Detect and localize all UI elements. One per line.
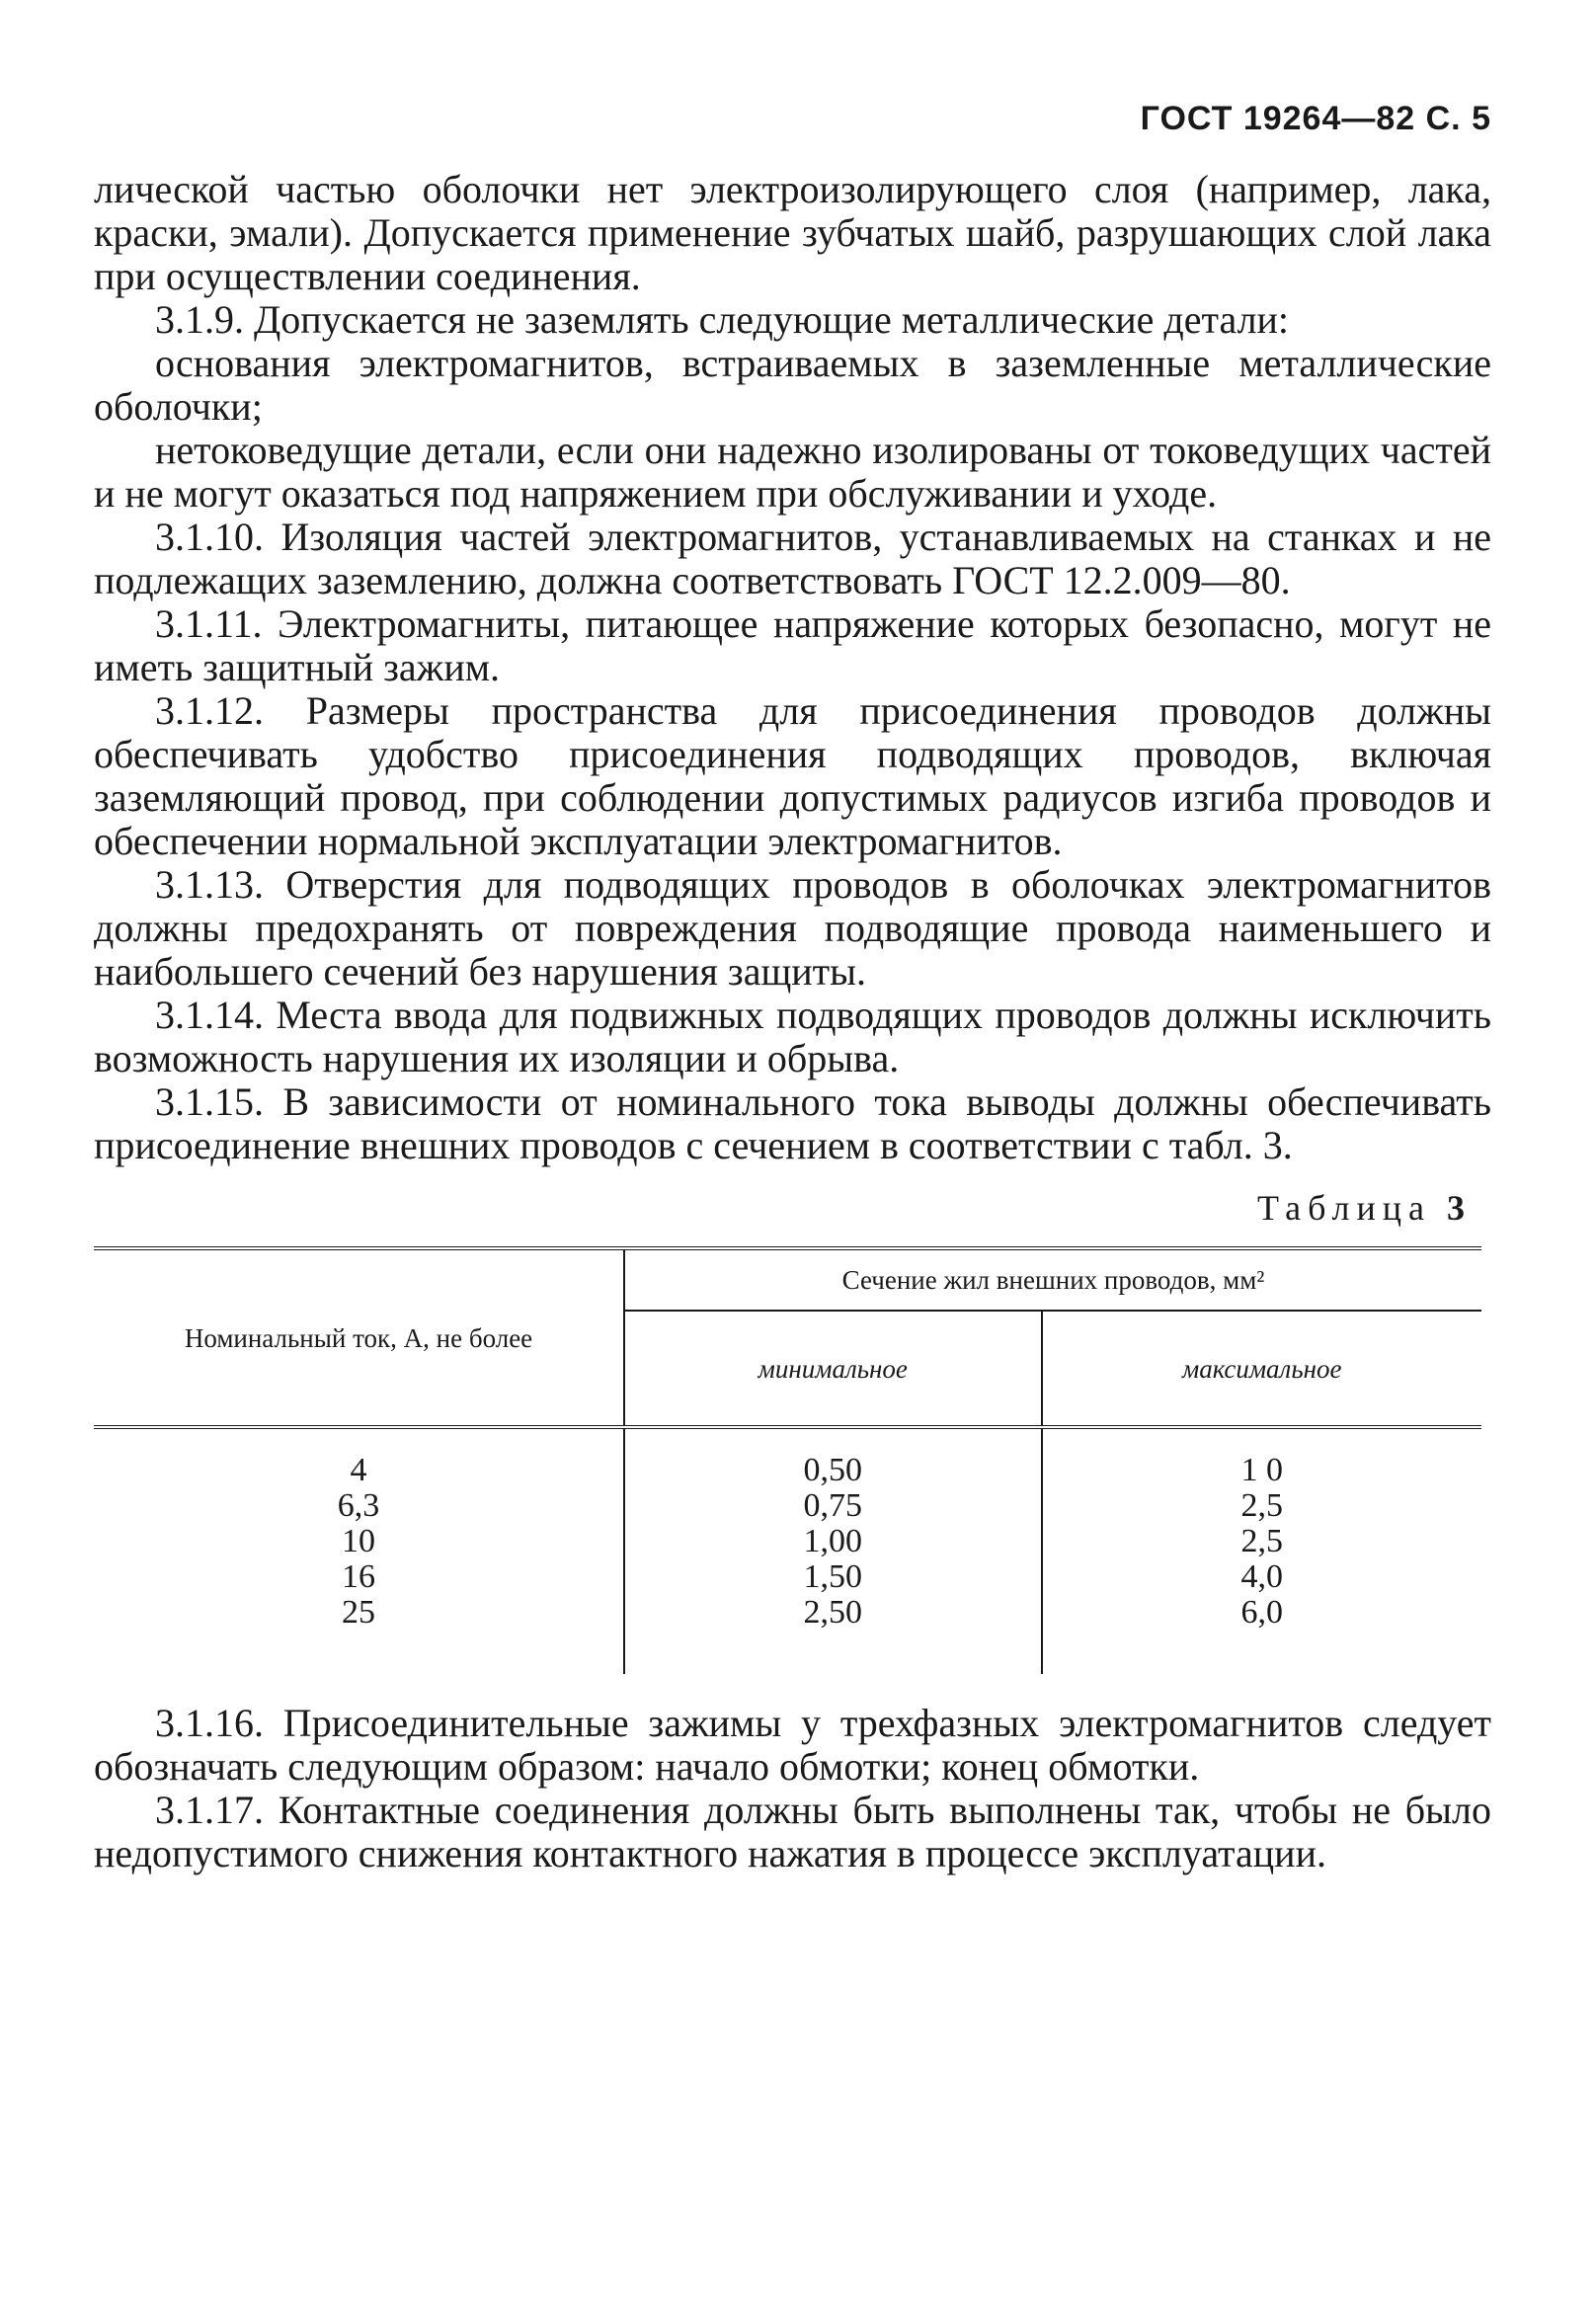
table-row (94, 1427, 1481, 1488)
cell-min: 0,75 (624, 1488, 1042, 1524)
after-table-section (94, 1702, 1491, 1875)
cell-current: 16 (94, 1559, 624, 1595)
table-row (94, 1488, 1481, 1524)
header-wire-section: Сечение жил внешних проводов, мм² (624, 1248, 1481, 1311)
cell-max: 2,5 (1240, 1523, 1283, 1559)
paragraph-3-1-11: 3.1.11. Электромагниты, питающее напряжение которых безопасно, могут не иметь защитный зажим. (94, 601, 1491, 689)
cell-current: 25 (94, 1595, 624, 1674)
table-caption (94, 1187, 1472, 1229)
table-caption-number: 3 (1447, 1188, 1472, 1228)
table-row (94, 1595, 1481, 1674)
header-minimal: минимальное (624, 1311, 1042, 1427)
paragraph-3-1-14: 3.1.14. Места ввода для подвижных подводящих проводов должны исключить возможность нарушения их изоляции и обрыва. (94, 993, 1491, 1080)
paragraph-3-1-10: 3.1.10. Изоляция частей электромагнитов, устанавливаемых на станках и не подлежащих заземлению, должна соответствовать ГОСТ 12.2.009—80. (94, 515, 1491, 602)
document-page (94, 99, 1491, 1875)
paragraph-continuation: лической частью оболочки нет электроизолирующего слоя (например, лака, краски, эмали). Допускается применение зубчатых шайб, разрушающих слой лака при осуществлении соединения. (94, 167, 1491, 298)
cell-max: 4,0 (1240, 1558, 1283, 1595)
cell-max: 6,0 (1240, 1594, 1283, 1631)
cell-min: 2,50 (624, 1595, 1042, 1674)
header-rated-current: Номинальный ток, А, не более (94, 1248, 624, 1427)
paragraph-3-1-9: 3.1.9. Допускается не заземлять следующие металлические детали: (155, 297, 1290, 342)
page-header: ГОСТ 19264—82 С. 5 (1140, 100, 1491, 137)
paragraph-3-1-17: 3.1.17. Контактные соединения должны быть выполнены так, чтобы не было недопустимого снижения контактного нажатия в процессе эксплуатации. (94, 1788, 1491, 1875)
cell-current: 10 (94, 1524, 624, 1559)
paragraph-3-1-16: 3.1.16. Присоединительные зажимы у трехфазных электромагнитов следует обозначать следующим образом: начало обмотки; конец обмотки. (94, 1701, 1491, 1789)
paragraph-3-1-12: 3.1.12. Размеры пространства для присоединения проводов должны обеспечивать удобство присоединения подводящих проводов, включая заземляющий провод, при соблюдении допустимых радиусов изгиба проводов и обеспечении нормальной эксплуатации электромагнитов. (94, 688, 1491, 863)
table-caption-word: Таблица (1257, 1188, 1431, 1228)
cell-current: 4 (94, 1427, 624, 1488)
cell-min: 0,50 (624, 1427, 1042, 1488)
paragraph-3-1-13: 3.1.13. Отверстия для подводящих проводов в оболочках электромагнитов должны предохранять от повреждения подводящие провода наименьшего и наибольшего сечений без нарушения защиты. (94, 862, 1491, 994)
paragraph-3-1-9-item-2: нетоковедущие детали, если они надежно изолированы от токоведущих частей и не могут оказаться под напряжением при обслуживании и уходе. (94, 428, 1491, 516)
cell-max: 1 0 (1240, 1452, 1283, 1488)
table-row (94, 1559, 1481, 1595)
cell-max: 2,5 (1240, 1487, 1283, 1524)
header-maximal: максимальное (1042, 1311, 1482, 1427)
paragraph-3-1-9-item-1: основания электромагнитов, встраиваемых в заземленные металлические оболочки; (94, 341, 1491, 429)
cell-min: 1,00 (624, 1524, 1042, 1559)
table-row (94, 1524, 1481, 1559)
wire-section-table (94, 1246, 1481, 1674)
cell-min: 1,50 (624, 1559, 1042, 1595)
cell-current: 6,3 (94, 1488, 624, 1524)
paragraph-3-1-15: 3.1.15. В зависимости от номинального тока выводы должны обеспечивать присоединение внешних проводов с сечением в соответствии с табл. 3. (94, 1079, 1491, 1167)
